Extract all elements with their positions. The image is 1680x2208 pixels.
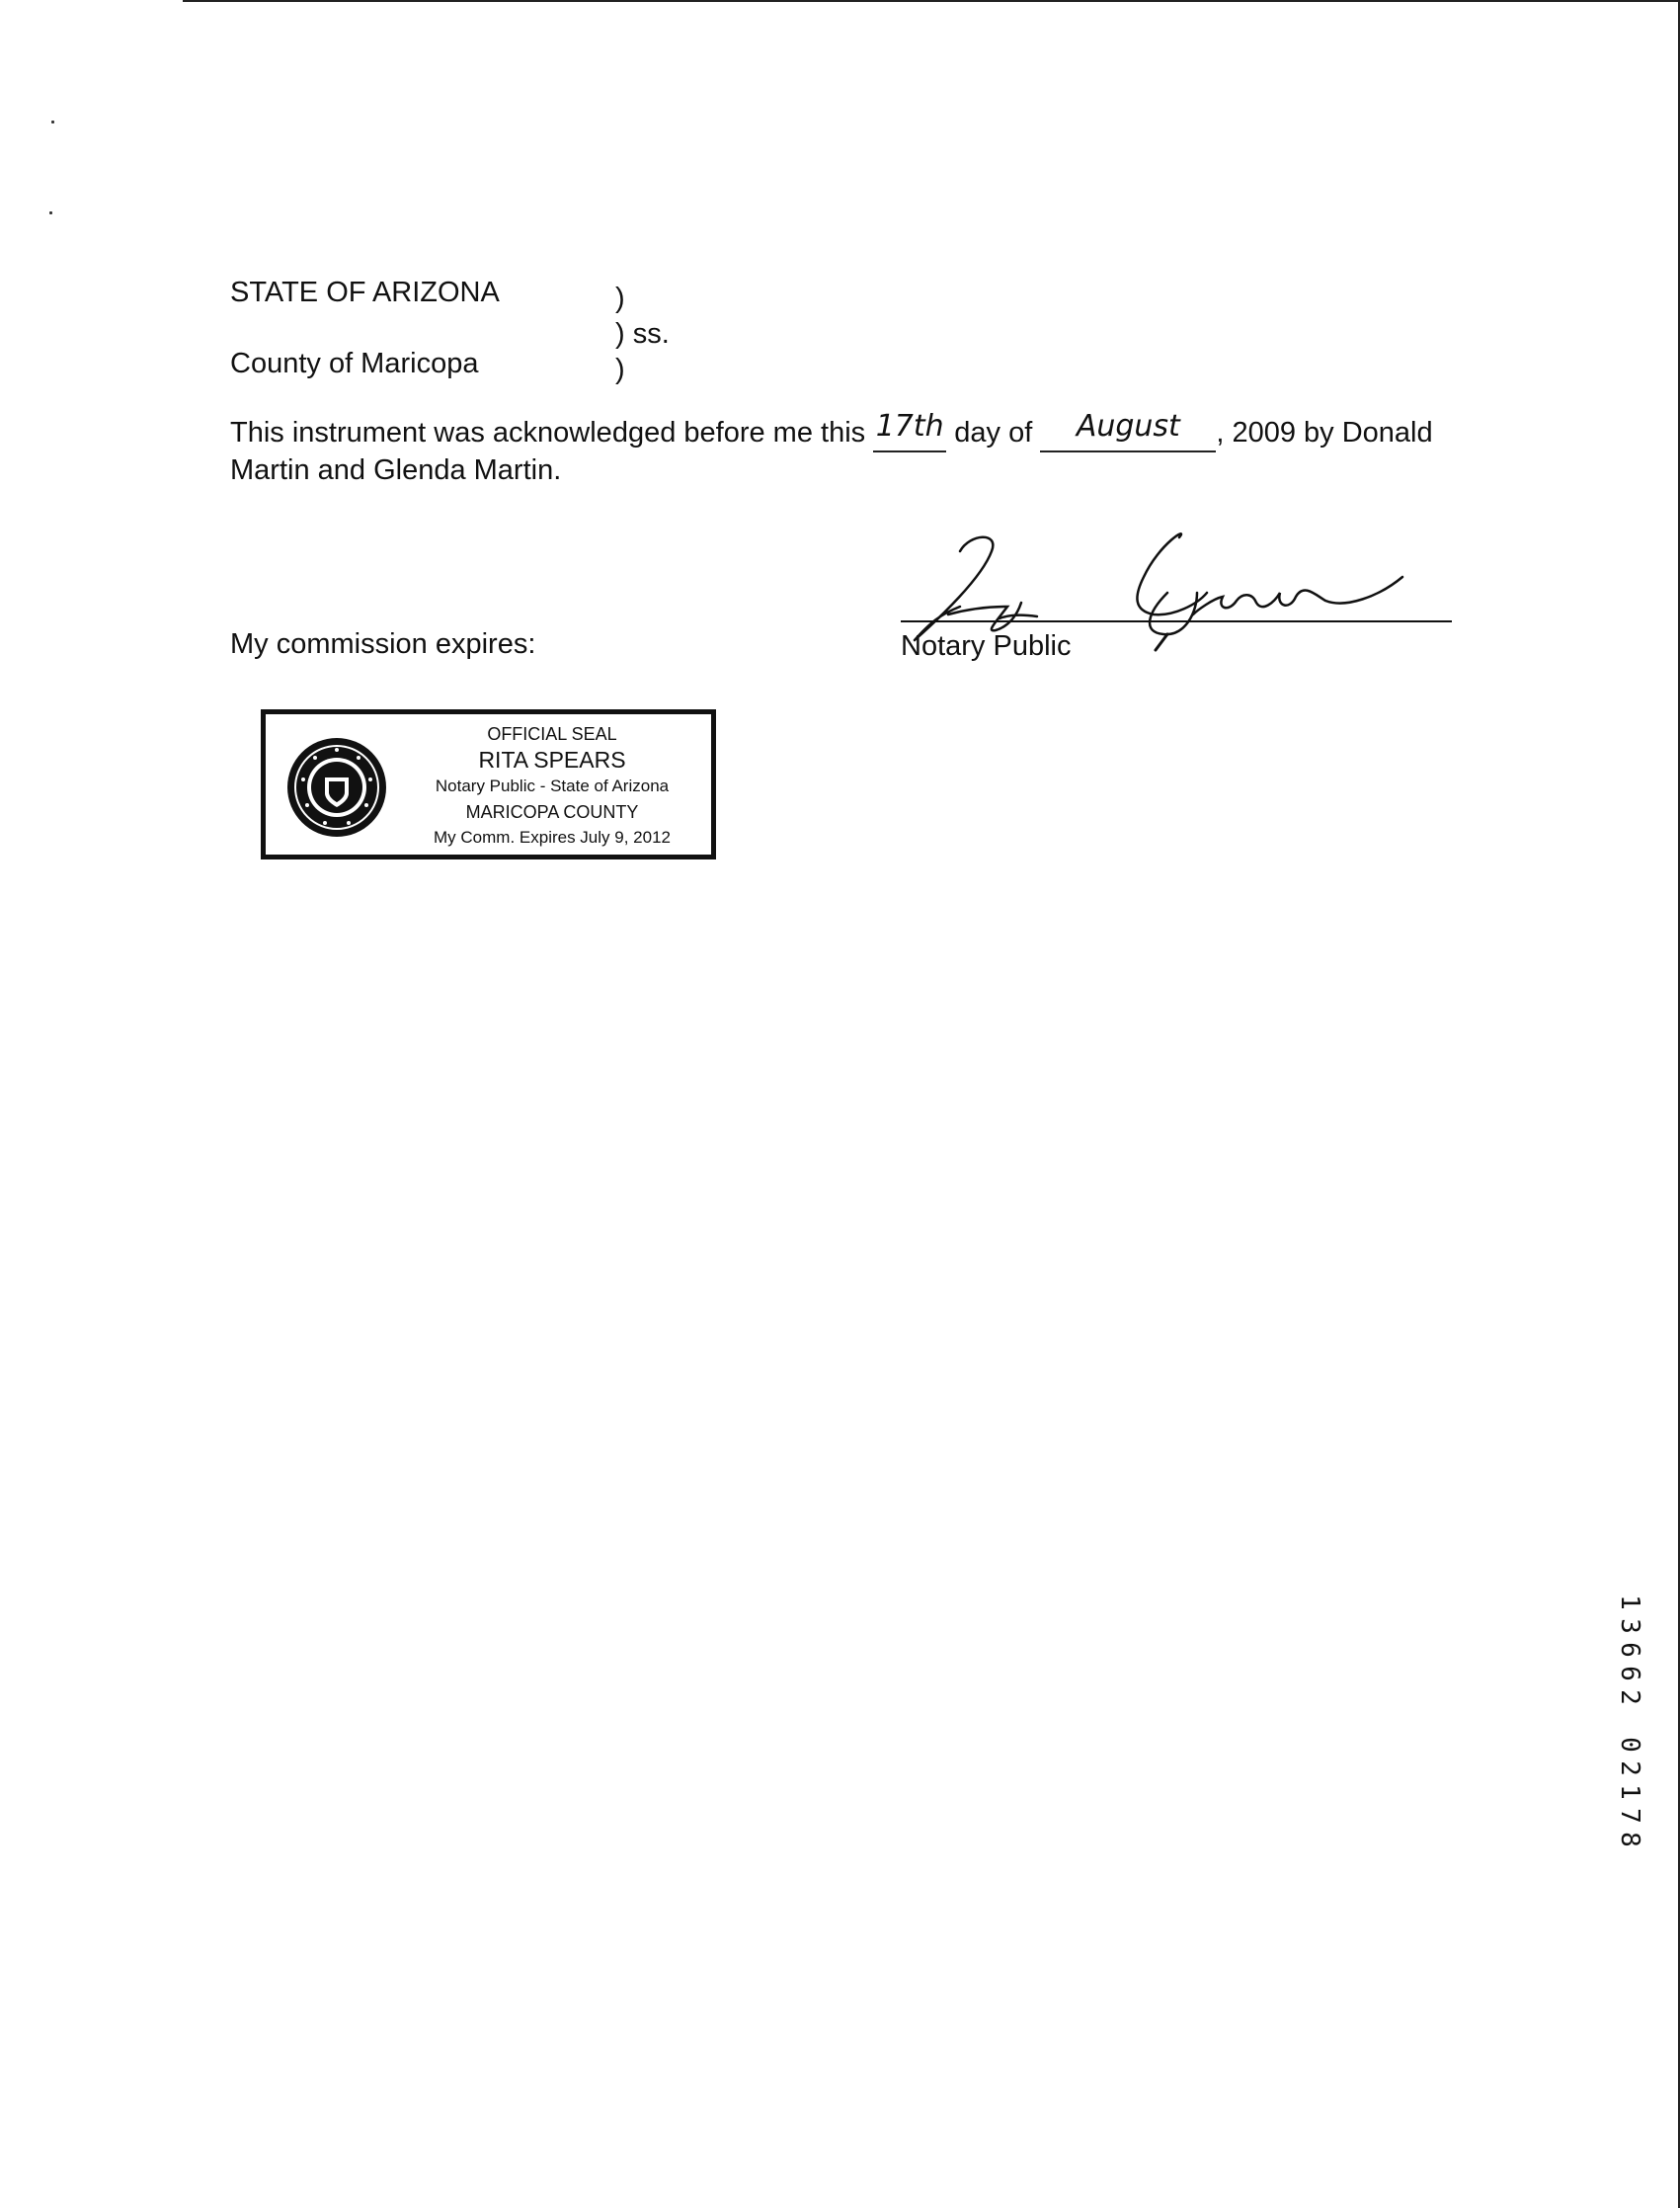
document-number-digit: 3: [1615, 1618, 1644, 1634]
document-number-digit: 0: [1615, 1737, 1644, 1753]
county-heading: County of Maricopa: [230, 348, 479, 379]
state-seal-emblem-icon: [285, 736, 388, 839]
document-number-digit: 8: [1615, 1832, 1644, 1847]
venue-paren-bottom: ): [615, 354, 625, 385]
ack-middle: day of: [954, 417, 1033, 449]
document-number-part2: [1616, 1733, 1643, 1851]
document-number-digit: 2: [1615, 1760, 1644, 1776]
day-handwritten: 17th: [875, 409, 944, 444]
document-number-digit: 2: [1615, 1689, 1644, 1705]
month-handwritten: August: [1076, 409, 1180, 444]
seal-county: MARICOPA COUNTY: [465, 802, 639, 822]
seal-notary-name: RITA SPEARS: [478, 747, 626, 773]
commission-label: My commission expires:: [230, 628, 536, 660]
document-number-digit: 1: [1615, 1595, 1644, 1610]
seal-title: OFFICIAL SEAL: [487, 724, 617, 744]
document-number-digit: 1: [1615, 1784, 1644, 1800]
document-number-part1: [1616, 1591, 1643, 1709]
ack-prefix: This instrument was acknowledged before me this: [230, 417, 866, 449]
document-number-digit: 7: [1615, 1808, 1644, 1824]
acknowledgment-paragraph: [230, 409, 1484, 488]
page-top-edge: [183, 0, 1680, 2]
scan-speck: [49, 211, 52, 214]
venue-paren-top: ): [615, 283, 625, 314]
document-number-digit: 6: [1615, 1666, 1644, 1681]
document-number-vertical: [1616, 1591, 1643, 1851]
official-seal-stamp: [261, 709, 716, 859]
ack-suffix: , 2009 by Donald Martin and Glenda Martin.: [230, 417, 1433, 486]
signature-line: [901, 620, 1452, 622]
day-field: [873, 409, 946, 452]
state-heading: STATE OF ARIZONA: [230, 277, 500, 308]
seal-text-block: [404, 722, 700, 851]
venue-paren-ss: ) ss.: [615, 318, 670, 350]
seal-notary-state: Notary Public - State of Arizona: [435, 777, 670, 795]
month-field: [1040, 409, 1216, 452]
notary-public-label: Notary Public: [901, 630, 1072, 662]
document-number-digit: 6: [1615, 1642, 1644, 1658]
seal-expiration: My Comm. Expires July 9, 2012: [434, 828, 671, 847]
scan-speck: [51, 121, 54, 123]
